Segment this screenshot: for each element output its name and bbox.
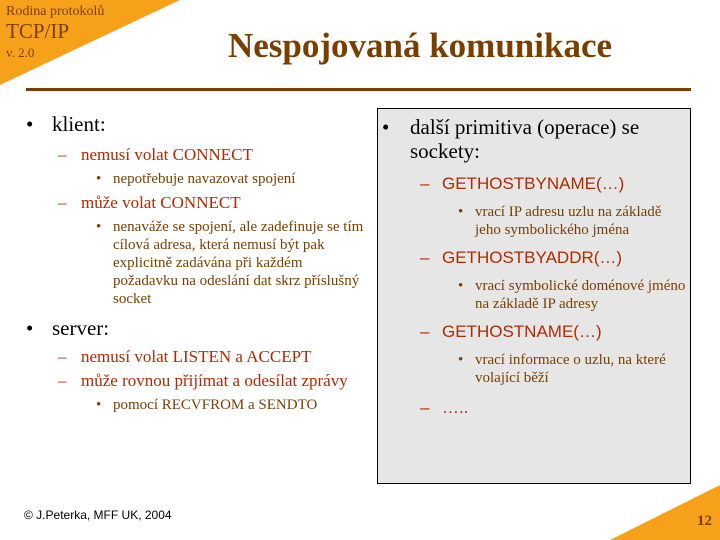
server-item-2: – může rovnou přijímat a odesílat zprávy: [24, 370, 369, 392]
primitive-ellipsis: – …..: [378, 397, 690, 419]
server-item-1: – nemusí volat LISTEN a ACCEPT: [24, 346, 369, 368]
page-title: Nespojovaná komunikace: [227, 26, 613, 65]
primitives-heading: • další primitiva (operace) se sockety:: [378, 115, 690, 163]
client-item-2-detail: • nenaváže se spojení, ale zadefinuje se tím cílová adresa, která nemusí být pak explicitně zadávána při každém požadavku na odeslání dat skrz příslušný socket: [24, 218, 369, 308]
left-column: [24, 112, 369, 414]
title-divider: [26, 88, 691, 91]
server-heading: • server:: [24, 316, 369, 340]
primitive-gethostname-detail: • vrací informace o uzlu, na které volající běží: [378, 351, 690, 387]
series-name: Rodina protokolů: [6, 4, 105, 19]
client-heading: • klient:: [24, 112, 369, 136]
footer-copyright: © J.Peterka, MFF UK, 2004: [24, 508, 172, 522]
primitive-gethostbyname: – GETHOSTBYNAME(…): [378, 173, 690, 195]
primitive-gethostbyaddr: – GETHOSTBYADDR(…): [378, 247, 690, 269]
primitive-gethostbyname-detail: • vrací IP adresu uzlu na základě jeho symbolického jména: [378, 203, 690, 239]
primitive-gethostname: – GETHOSTNAME(…): [378, 321, 690, 343]
client-item-1: – nemusí volat CONNECT: [24, 144, 369, 166]
primitive-gethostbyaddr-detail: • vrací symbolické doménové jméno na základě IP adresy: [378, 277, 690, 313]
primitives-panel: [377, 108, 691, 484]
version-label: v. 2.0: [6, 45, 35, 60]
page-number: 12: [697, 513, 712, 529]
topic-label: TCP/IP: [6, 19, 70, 43]
client-item-1-detail: • nepotřebuje navazovat spojení: [24, 170, 369, 188]
client-item-2: – může volat CONNECT: [24, 192, 369, 214]
server-item-2-detail: • pomocí RECVFROM a SENDTO: [24, 396, 369, 414]
